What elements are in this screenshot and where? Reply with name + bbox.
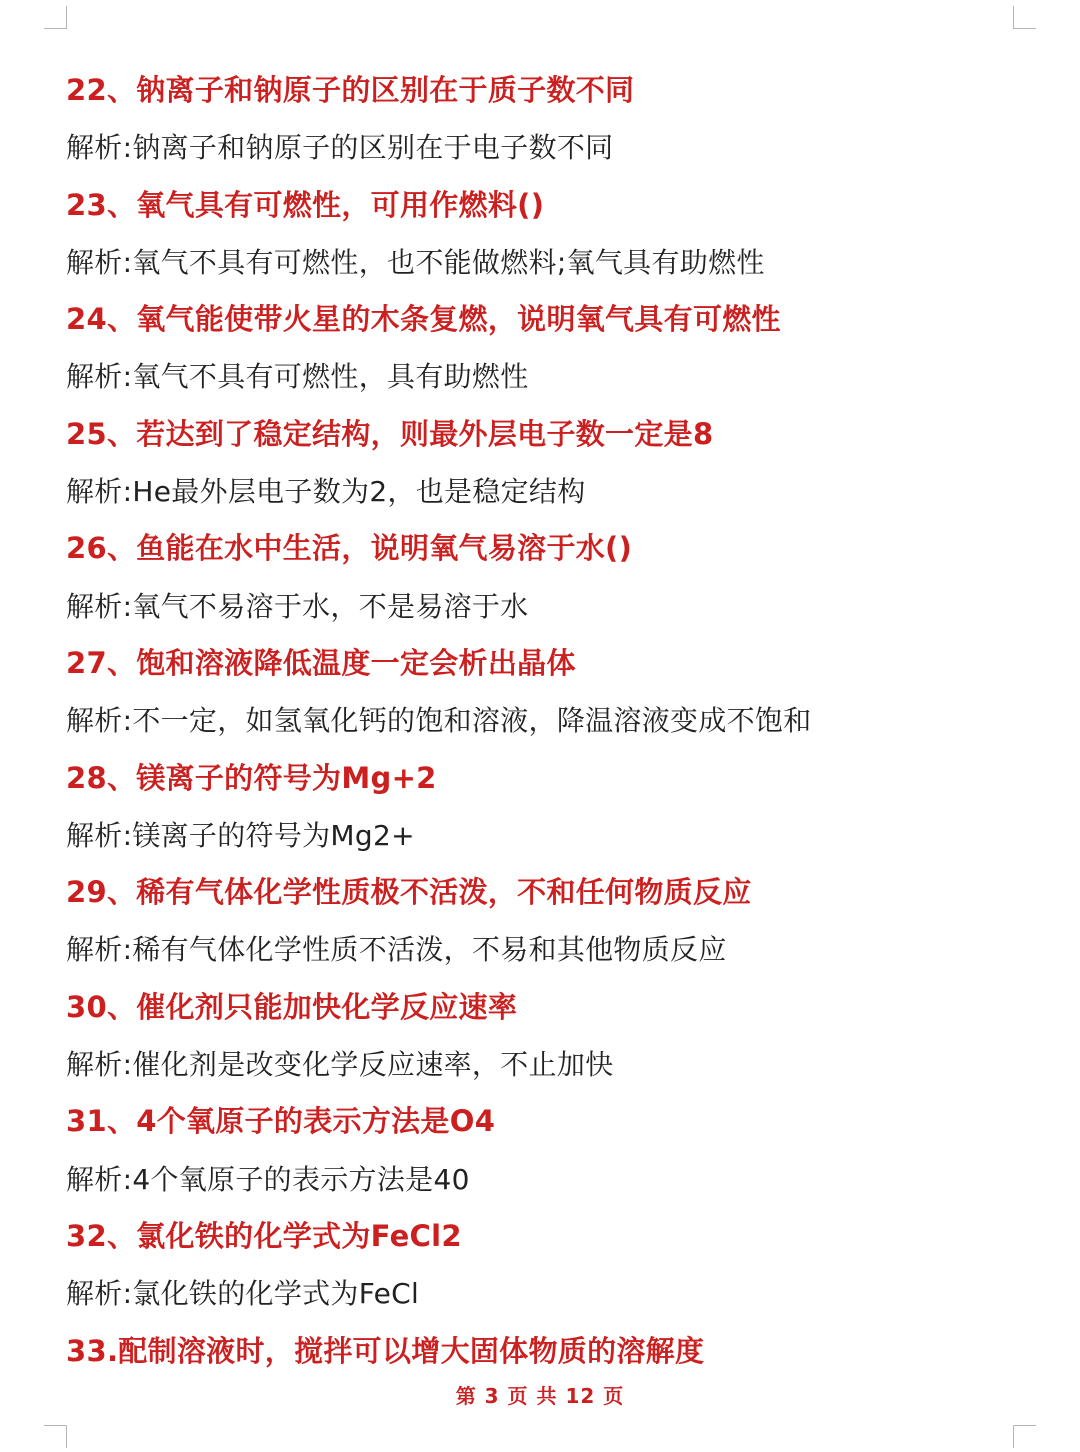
answer-28: 解析:镁离子的符号为Mg2+ <box>66 818 415 852</box>
question-27: 27、饱和溶液降低温度一定会析出晶体 <box>66 645 576 680</box>
answer-32: 解析:氯化铁的化学式为FeCl <box>66 1277 420 1311</box>
question-26: 26、鱼能在水中生活，说明氧气易溶于水() <box>66 531 633 566</box>
document-body <box>66 62 1026 1380</box>
answer-29: 解析:稀有气体化学性质不活泼，不易和其他物质反应 <box>66 933 727 967</box>
crop-mark-top-left <box>44 6 67 29</box>
answer-23: 解析:氧气不具有可燃性，也不能做燃料;氧气具有助燃性 <box>66 245 765 279</box>
answer-31: 解析:4个氧原子的表示方法是40 <box>66 1162 470 1196</box>
answer-30: 解析:催化剂是改变化学反应速率，不止加快 <box>66 1048 614 1082</box>
question-29: 29、稀有气体化学性质极不活泼，不和任何物质反应 <box>66 875 752 910</box>
crop-mark-bottom-left <box>44 1425 67 1448</box>
page-number: 第 3 页 共 12 页 <box>455 1384 625 1408</box>
answer-22: 解析:钠离子和钠原子的区别在于电子数不同 <box>66 131 614 165</box>
crop-mark-top-right <box>1013 6 1036 29</box>
question-32: 32、氯化铁的化学式为FeCl2 <box>66 1218 462 1253</box>
question-33: 33.配制溶液时，搅拌可以增大固体物质的溶解度 <box>66 1333 705 1368</box>
answer-27: 解析:不一定，如氢氧化钙的饱和溶液，降温溶液变成不饱和 <box>66 704 812 738</box>
question-23: 23、氧气具有可燃性，可用作燃料() <box>66 187 545 222</box>
question-22: 22、钠离子和钠原子的区别在于质子数不同 <box>66 73 635 107</box>
question-25: 25、若达到了稳定结构，则最外层电子数一定是8 <box>66 416 714 451</box>
question-28: 28、镁离子的符号为Mg+2 <box>66 760 437 795</box>
question-31: 31、4个氧原子的表示方法是O4 <box>66 1104 496 1139</box>
crop-mark-bottom-right <box>1013 1425 1036 1448</box>
answer-26: 解析:氧气不易溶于水，不是易溶于水 <box>66 589 529 623</box>
answer-25: 解析:He最外层电子数为2，也是稳定结构 <box>66 475 586 509</box>
answer-24: 解析:氧气不具有可燃性，具有助燃性 <box>66 360 529 394</box>
question-24: 24、氧气能使带火星的木条复燃，说明氧气具有可燃性 <box>66 302 781 337</box>
question-30: 30、催化剂只能加快化学反应速率 <box>66 989 518 1024</box>
